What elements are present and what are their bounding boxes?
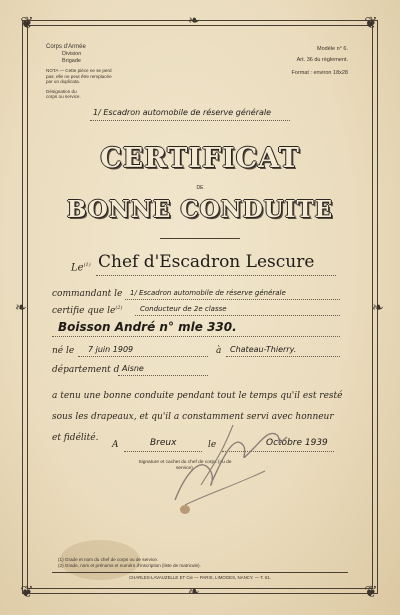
printer-credit: CHARLES-LAVAUZELLE ET Cie — PARIS, LIMOGES, NANCY. — T. 61.: [128, 575, 271, 580]
signature-icon: [165, 415, 300, 510]
paragraph-line: sous les drapeaux, et qu'il a constamment servi avec honneur: [52, 412, 334, 422]
paragraph-line: et fidélité.: [52, 433, 99, 443]
officer-line: [96, 275, 336, 276]
footnote-1: (1) Grade et nom du chef de corps ou de service.: [58, 557, 159, 562]
commandant-label: commandant le: [52, 289, 123, 299]
birth-date: 7 juin 1909: [88, 345, 134, 354]
place-prefix: A: [112, 440, 119, 450]
side-ornament-icon: ❧: [15, 300, 27, 316]
departement-value: Aisne: [122, 364, 144, 373]
header-left: [46, 44, 116, 100]
article-label: Art. 36 du règlement.: [296, 57, 348, 63]
corps-label: Corps d'Armée: [46, 44, 86, 50]
certifie-label: certifie que $le^{(2)}$: [52, 305, 123, 316]
date-prefix: le: [208, 440, 217, 450]
division-label: Division: [62, 51, 82, 57]
title-bonne-conduite: BONNE CONDUITE: [66, 196, 334, 223]
corner-ornament-icon: ❦: [20, 582, 34, 601]
bottom-ornament-icon: ❧: [188, 584, 200, 600]
format-label: Format : environ 18x28: [291, 70, 348, 76]
departement-line: [118, 375, 208, 376]
certifie-line: [135, 315, 340, 316]
commandant-line: [125, 299, 340, 300]
birth-place: Chateau-Thierry.: [230, 345, 297, 354]
top-ornament-icon: ❧: [188, 13, 200, 29]
name-line: [52, 336, 340, 337]
title-certificat: CERTIFICAT: [100, 143, 300, 174]
modele-label: Modèle n° 6.: [317, 46, 348, 52]
signature-caption: Signature et cachet du chef de corps (ou de service).: [138, 460, 232, 471]
ne-label: né le: [52, 346, 75, 356]
date-value: Octobre 1939: [266, 438, 328, 448]
corner-ornament-icon: ❦: [364, 582, 378, 601]
footer-rule: [52, 572, 348, 573]
commandant-value: 1/ Escadron automobile de réserve générale: [130, 289, 286, 297]
paragraph-line: a tenu une bonne conduite pendant tout le temps qu'il est resté: [52, 391, 343, 401]
corner-ornament-icon: ❦: [364, 13, 378, 32]
footnotes: [58, 557, 318, 569]
officer-name: Chef d'Escadron Lescure: [98, 252, 315, 272]
designation-label: Désignation du corps ou service.: [46, 88, 81, 100]
handwritten-unit: 1/ Escadron automobile de réserve générale: [93, 108, 272, 117]
birth-place-line: [226, 356, 340, 357]
place-value: Breux: [150, 438, 177, 448]
certifie-value: Conducteur de 2e classe: [140, 305, 227, 313]
soldier-name: Boisson André n° mle 330.: [58, 320, 237, 334]
le-prefix: Le$^{(1)}$: [71, 262, 91, 274]
footnote-2: (2) Grade, nom et prénoms et numéro d'inscription (liste de matricule).: [58, 562, 201, 568]
departement-label: département d: [52, 365, 120, 375]
unit-line: [90, 120, 290, 121]
corner-ornament-icon: ❦: [20, 13, 34, 32]
side-ornament-icon: ❧: [372, 300, 384, 316]
brigade-label: Brigade: [62, 58, 81, 64]
birth-date-line: [78, 356, 208, 357]
a-label: à: [216, 346, 222, 356]
title-de: DE: [196, 185, 204, 191]
nota-text: NOTA — Cette pièce ne se perd pas; elle ne peut être remplacée par un duplicata.: [46, 68, 112, 85]
title-rule: [160, 238, 240, 239]
header-right: [290, 46, 348, 77]
